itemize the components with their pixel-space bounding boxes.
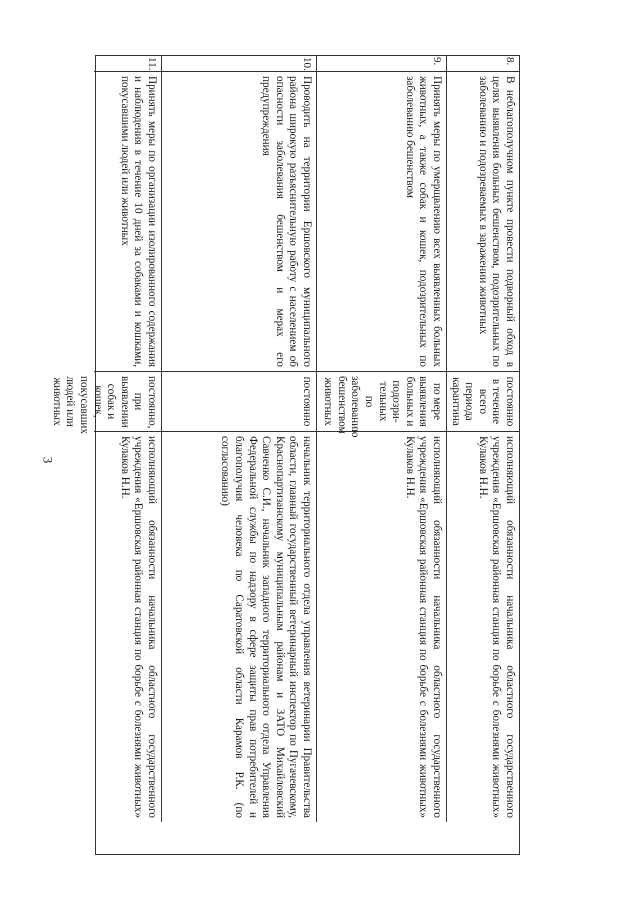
term-text: постоянно [161, 372, 316, 432]
responsible-text: исполняющий обязанности начальника областного государственного учреждения «Ершовская районная станция по борьбе с болезнями животных» Кулаков Н.Н. [316, 432, 446, 822]
responsible-text: исполняющий обязанности начальника областного государственного учреждения «Ершовская районная станция по борьбе с болезнями животных» Кулаков Н.Н. [118, 436, 158, 818]
document-area [50, 55, 520, 855]
measures-table [50, 55, 520, 855]
term-text: постоянно в течение всего периода карантина [446, 372, 519, 432]
measure-text: Проводить на территории Ершовского муниципального района широкую разъяснительную работу с населением об опасности заболевания бешенством и мерах его предупреждения [161, 72, 316, 372]
responsible-text: начальник территориального отдела управления ветеринарии Правительства области, главный государственный ветеринарный инспектор по Пугачевскому, Краснопартизанскому муниципальным районам и ЗАТО Михайловский Савченко С.И., начальник западного территориального отдела Управления Федеральной службы по надзору в сфере защиты прав потребителей и благополучия человека по Саратовской области Карамов Р.К. (по согласованию) [161, 432, 316, 822]
measure-text: Принять меры по организации изолированного содержания и наблюдения в течение 10 дней за собаками и кошками, покусавшими людей или животных [94, 72, 161, 372]
row-number: 9. [316, 56, 446, 72]
term-text: постоянно, при выявлении собак и кошек, покусавших людей или животных [94, 372, 161, 432]
row-number: 8. [446, 56, 519, 72]
responsible-text: исполняющий обязанности начальника областного государственного учреждения «Ершовская районная станция по борьбе с болезнями животных» Кулаков Н.Н. [446, 432, 519, 822]
row-number: 10. [161, 56, 316, 72]
measure-text: В неблагополучном пункте провести подворный обход в целях выявления больных бешенством, подозрительных по заболеванию и подозреваемых в заражении животных [446, 72, 519, 372]
measure-text: Принять меры по умерщвлению всех выявленных больных животных, а также собак и кошек, подозрительных по заболеванию бешенством [316, 72, 446, 372]
row-number: 11. [94, 56, 161, 72]
term-text: по мере выявления больных и подозри- тельных по заболеванию бешенством животных [316, 372, 446, 432]
page-number: 3 [40, 456, 56, 464]
